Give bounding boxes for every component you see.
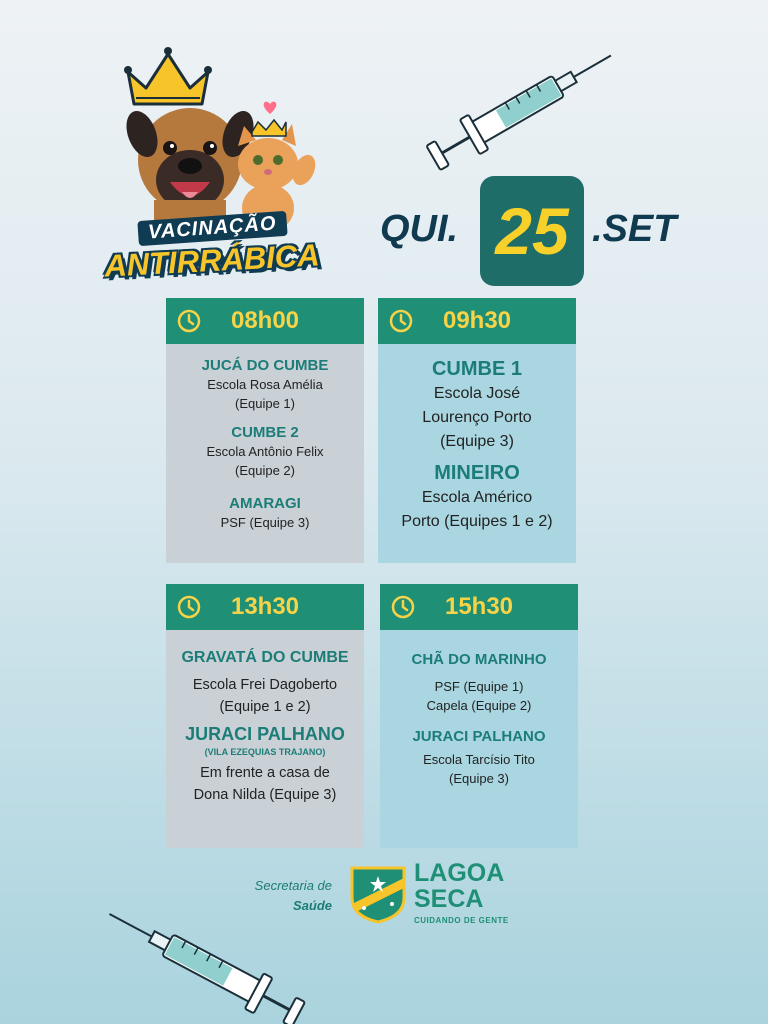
- team-line: (Equipe 1): [235, 396, 295, 411]
- card-header: [166, 584, 364, 630]
- venue-line: Capela (Equipe 2): [426, 698, 532, 713]
- date-weekday: QUI.: [380, 208, 459, 250]
- team-line: Dona Nilda (Equipe 3): [193, 787, 337, 803]
- card-time: 08h00: [230, 307, 300, 334]
- brand-tagline: CUIDANDO DE GENTE: [414, 916, 509, 925]
- location-name: MINEIRO: [434, 462, 520, 484]
- venue-line: PSF (Equipe 1): [434, 679, 524, 694]
- schedule-card-0800: [166, 298, 364, 563]
- campaign-title: [92, 212, 332, 284]
- card-time: 09h30: [442, 307, 512, 334]
- location-subtitle: (VILA EZEQUIAS TRAJANO): [204, 747, 326, 757]
- venue-line: Lourenço Porto: [422, 409, 532, 426]
- venue-line: Escola Américo: [421, 489, 533, 506]
- date-day-box: [480, 176, 584, 286]
- card-time: 15h30: [444, 593, 514, 620]
- clock-icon: [176, 308, 202, 334]
- schedule-card-0930: [378, 298, 576, 563]
- team-line: (Equipe 1 e 2): [219, 699, 311, 715]
- schedule-card-1530: [380, 584, 578, 848]
- schedule-card-1330: [166, 584, 364, 848]
- clock-icon: [390, 594, 416, 620]
- team-line: (Equipe 2): [235, 463, 295, 478]
- card-header: [378, 298, 576, 344]
- date-day: 25: [495, 194, 569, 268]
- location-name: CUMBE 2: [231, 424, 299, 441]
- team-line: (Equipe 3): [449, 771, 509, 786]
- dog-and-cat-illustration: [120, 100, 320, 230]
- title-antirrabica: ANTIRRÁBICA: [103, 237, 321, 284]
- card-time: 13h30: [230, 593, 300, 620]
- location-name: JURACI PALHANO: [185, 724, 345, 744]
- venue-line: Escola José: [433, 385, 521, 402]
- lagoa-seca-shield-logo: [348, 864, 408, 924]
- venue-line: Escola Rosa Amélia: [207, 377, 323, 392]
- venue-line: Escola Tarcísio Tito: [423, 752, 535, 767]
- lagoa-seca-brand: [414, 860, 509, 925]
- venue-line: Escola Frei Dagoberto: [192, 677, 338, 693]
- clock-icon: [176, 594, 202, 620]
- venue-line: Em frente a casa de: [200, 765, 330, 781]
- location-name: GRAVATÁ DO CUMBE: [181, 649, 349, 666]
- location-name: CHÃ DO MARINHO: [411, 651, 547, 668]
- syringe-top-illustration: [410, 38, 630, 178]
- team-line: (Equipe 3): [440, 433, 514, 450]
- brand-line-2: SECA: [414, 885, 484, 913]
- location-name: AMARAGI: [229, 495, 301, 512]
- dept-line-1: Secretaria de: [254, 878, 332, 893]
- clock-icon: [388, 308, 414, 334]
- title-vacinacao: VACINAÇÃO: [137, 211, 287, 246]
- location-name: JUCÁ DO CUMBE: [201, 357, 329, 374]
- card-body: [380, 630, 578, 848]
- venue-line: Escola Antônio Felix: [206, 444, 324, 459]
- dept-line-2: Saúde: [292, 898, 332, 913]
- card-header: [166, 298, 364, 344]
- brand-line-1: LAGOA: [414, 859, 505, 887]
- team-line: Porto (Equipes 1 e 2): [401, 513, 553, 530]
- card-body: [166, 344, 364, 563]
- health-department-label: [230, 876, 332, 916]
- venue-line: PSF (Equipe 3): [220, 515, 310, 530]
- date-month: .SET: [592, 208, 677, 250]
- card-body: [378, 344, 576, 563]
- card-header: [380, 584, 578, 630]
- card-body: [166, 630, 364, 848]
- location-name: JURACI PALHANO: [412, 728, 546, 745]
- syringe-bottom-illustration: [96, 912, 326, 1024]
- location-name: CUMBE 1: [431, 358, 522, 380]
